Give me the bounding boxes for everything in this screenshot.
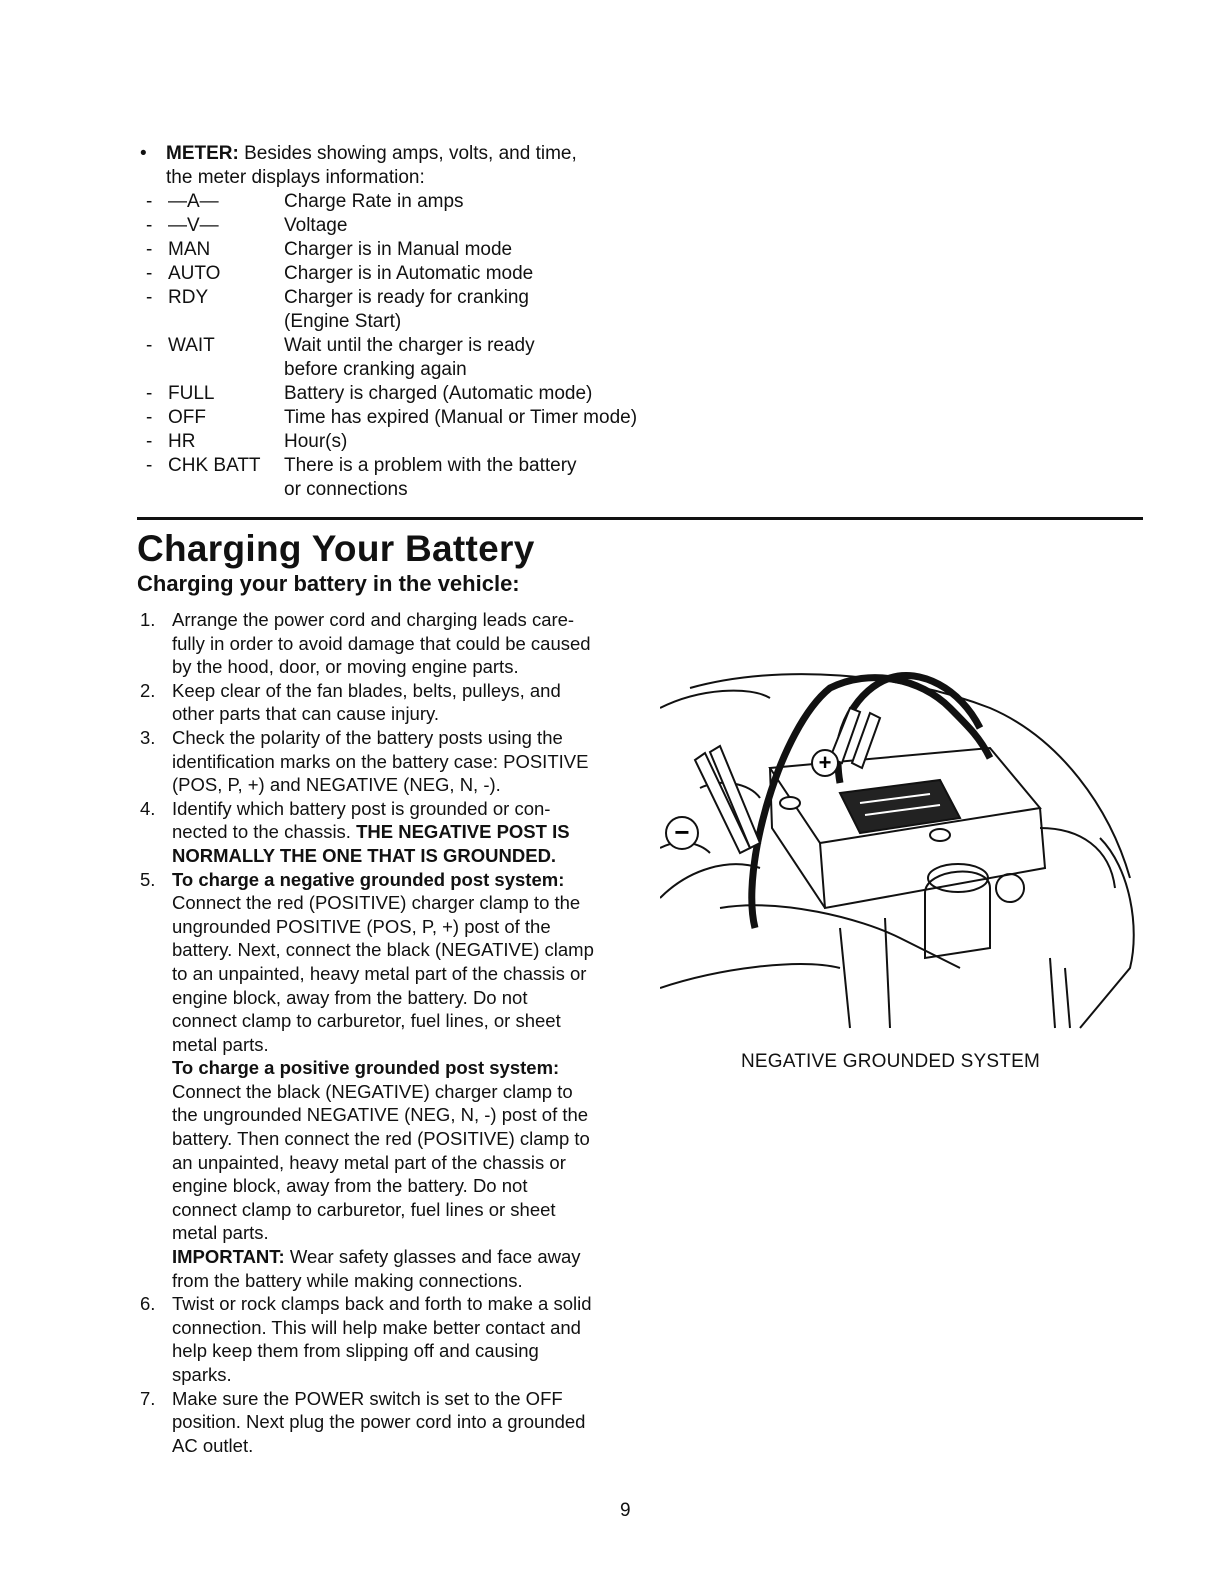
step-text: Make sure the POWER switch is set to the OFF position. Next plug the power cord into a grounded AC outlet. [172,1387,586,1456]
meter-code-row [140,286,700,334]
engine-bay-drawing [660,668,1140,1038]
section-divider [137,517,1143,520]
step-6 [140,1292,650,1386]
meter-description: Charge Rate in amps [284,191,464,212]
meter-code-row [140,430,700,454]
meter-code-row [140,382,700,406]
meter-description: Voltage [284,215,348,236]
meter-code-row [140,454,700,502]
meter-dash: - [146,431,153,452]
meter-section [140,142,700,502]
meter-code-row [140,334,700,382]
meter-dash: - [146,287,153,308]
step-7 [140,1387,650,1458]
step-number: 3. [140,726,156,748]
step-text-bold: THE NEGATIVE POST IS NORMALLY THE ONE THAT IS GROUNDED. [172,821,570,866]
charging-steps [140,608,650,1457]
meter-code: OFF [168,407,206,428]
step-text-plain: Identify which battery post is grounded or con- nected to the chassis. [172,797,551,843]
meter-description: Wait until the charger is ready before cranking again [284,335,535,380]
meter-intro [140,142,700,166]
negative-post [930,829,950,841]
positive-ground-heading: To charge a positive grounded post system: [172,1057,560,1079]
meter-code: CHK BATT [168,455,261,476]
positive-ground-text: Connect the black (NEGATIVE) charger clamp to the ungrounded NEGATIVE (NEG, N, -) post of the battery. Then connect the red (POSITIVE) clamp to an unpainted, heavy metal part of the chassis or engine block, away from the battery. Do not connect clamp to carburetor, fuel lines or sheet metal parts. [172,1080,590,1244]
step-text: Twist or rock clamps back and forth to make a solid connection. This will help make better contact and help keep them from slipping off and causing sparks. [172,1293,592,1385]
meter-code-row [140,262,700,286]
section-title: Charging Your Battery [137,528,535,569]
step-text: Check the polarity of the battery posts using the identification marks on the battery case: POSITIVE (POS, P, +) and NEGATIVE (NEG, N, -). [172,726,589,796]
meter-code-list [140,190,700,502]
negative-ground-text: Connect the red (POSITIVE) charger clamp to the ungrounded POSITIVE (POS, P, +) post of the battery. Next, connect the black (NEGATIVE) clamp to an unpainted, heavy metal part of the chassis or engine block, away from the battery. Do not connect clamp to carburetor, fuel lines, or sheet metal parts. [172,892,594,1055]
step-5 [140,868,650,1293]
step-2 [140,679,650,726]
meter-description: There is a problem with the battery or connections [284,455,577,500]
step-number: 2. [140,679,156,701]
meter-code-row [140,214,700,238]
meter-dash: - [146,407,153,428]
meter-dash: - [146,335,153,356]
section-subtitle: Charging your battery in the vehicle: [137,571,520,596]
page-number: 9 [620,1500,631,1521]
meter-intro-text: Besides showing amps, volts, and time, [238,143,577,164]
step-number: 4. [140,797,156,819]
meter-code: —A— [168,191,219,212]
negative-ground-heading: To charge a negative grounded post system: [172,868,565,890]
battery-label [840,780,960,833]
step-text: Arrange the power cord and charging leads care- fully in order to avoid damage that could be caused by the hood, door, or moving engine parts. [172,609,591,678]
step-number: 5. [140,868,156,890]
meter-dash: - [146,383,153,404]
meter-dash: - [146,263,153,284]
important-label: IMPORTANT: [172,1246,285,1268]
meter-code: —V— [168,215,219,236]
meter-code: WAIT [168,335,215,356]
meter-description: Time has expired (Manual or Timer mode) [284,407,638,428]
figure-caption: NEGATIVE GROUNDED SYSTEM [741,1051,1040,1072]
step-number: 1. [140,609,156,630]
positive-post [780,797,800,809]
important-text: Wear safety glasses and face away from the battery while making connections. [172,1246,581,1291]
step-number: 6. [140,1293,156,1315]
meter-code: AUTO [168,263,221,284]
meter-description: Battery is charged (Automatic mode) [284,383,593,404]
battery-connection-illustration [660,668,1140,1038]
meter-code: MAN [168,239,211,260]
step-text: Keep clear of the fan blades, belts, pulleys, and other parts that can cause injury. [172,679,561,725]
bullet-icon: • [140,143,147,164]
meter-description: Charger is ready for cranking (Engine Start) [284,287,529,332]
meter-intro-line2: the meter displays information: [166,167,425,188]
meter-dash: - [146,455,153,476]
meter-code-row [140,190,700,214]
meter-code: FULL [168,383,215,404]
meter-dash: - [146,239,153,260]
plus-symbol-text: + [818,750,832,775]
step-number: 7. [140,1387,156,1409]
meter-code-row [140,406,700,430]
minus-symbol-text: − [674,817,690,847]
step-3 [140,726,650,797]
meter-dash: - [146,191,153,212]
meter-description: Hour(s) [284,431,348,452]
step-4 [140,797,650,868]
meter-description: Charger is in Manual mode [284,239,513,260]
meter-code: HR [168,431,196,452]
meter-code-row [140,238,700,262]
meter-code: RDY [168,287,209,308]
important-note [172,1245,650,1292]
meter-dash: - [146,215,153,236]
meter-lead: METER: [166,143,239,164]
meter-description: Charger is in Automatic mode [284,263,534,284]
step-text [172,797,650,868]
step-1 [140,608,650,679]
